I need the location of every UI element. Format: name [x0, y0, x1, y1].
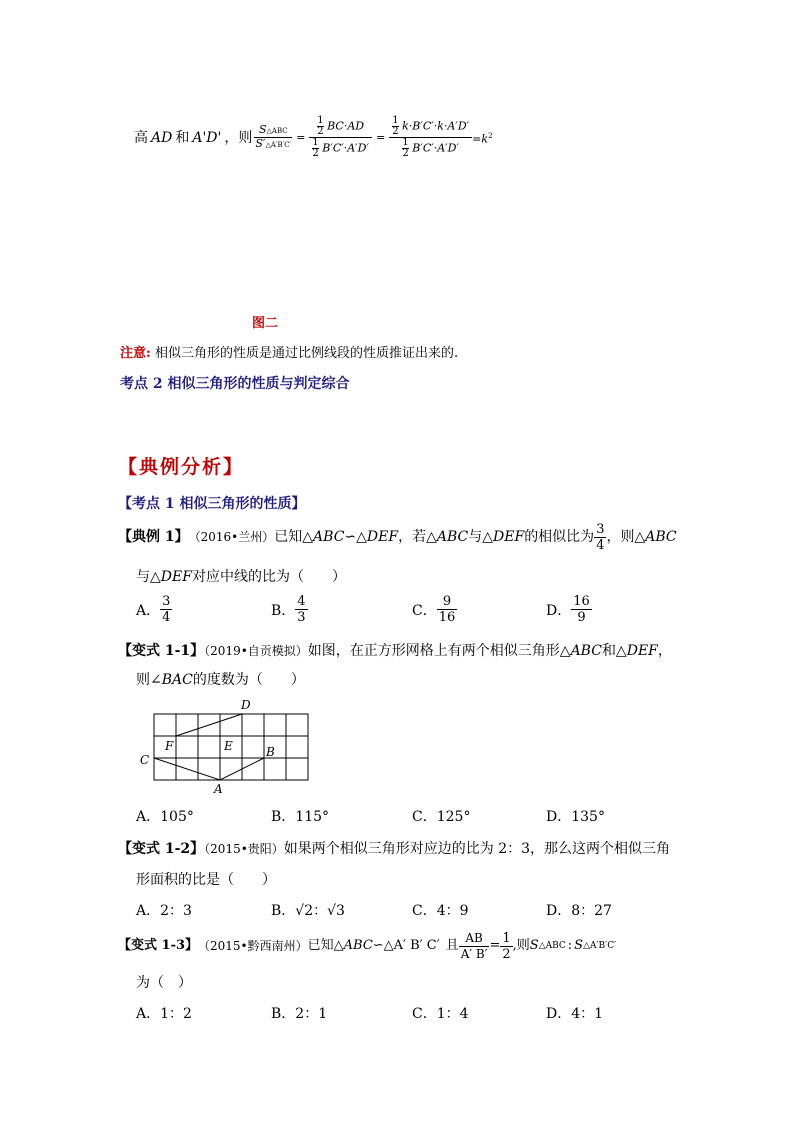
kaodian-2-heading: 考点 2 相似三角形的性质与判定综合 [120, 376, 350, 392]
question-2-tag: 【变式 1-1】 [118, 643, 205, 659]
question-3-option-a[interactable]: A．2：3 [136, 903, 192, 919]
question-4-tag: 【变式 1-3】 [118, 938, 199, 953]
question-1-line-1: 【典例 1】 （2016•兰州） 已知△ ABC ∽△ DEF ，若△ ABC 与△ DEF 的相似比为 $\frac{3}{4}$ ，则△ ABC [118, 521, 677, 553]
one-half-fraction: $\frac{1}{2}$ [502, 930, 511, 962]
question-2-line-2: 则∠BAC的度数为（ ） [136, 672, 305, 688]
grid-label-d: D [241, 698, 251, 712]
formula-fraction-1: $\frac{1}{2}$ BC·AD $\frac{1}{2}$ B′C′·A′D′ [309, 116, 372, 159]
note-line [120, 342, 458, 361]
question-4-option-c[interactable]: C．1：4 [412, 1006, 469, 1022]
formula-and: 和 [175, 129, 190, 146]
question-2-option-a[interactable]: A．105° [136, 809, 194, 825]
question-3-option-c[interactable]: C．4：9 [412, 903, 469, 919]
formula-then: ，则 [224, 129, 253, 146]
grid-label-e: E [224, 739, 233, 753]
kaodian-1-heading: 【考点 1 相似三角形的性质】 [118, 496, 306, 512]
question-3-line-2: 形面积的比是（ ） [136, 872, 276, 888]
question-1-option-b[interactable]: B． $\frac{4}{3}$ [271, 594, 306, 625]
note-label: 注意: [120, 346, 151, 361]
formula-fraction-2: $\frac{1}{2}$ k·B′C′·k·A′D′ $\frac{1}{2}$ B′C′·A′D′ [389, 116, 472, 159]
question-4-option-b[interactable]: B．2：1 [271, 1006, 328, 1022]
question-3-line-1: 【变式 1-2】（2015•贵阳）如果两个相似三角形对应边的比为 2：3，那么这两个相似三角 [118, 841, 671, 857]
section-title: 【典例分析】 [118, 456, 245, 478]
similarity-ratio-fraction: $\frac{3}{4}$ [596, 521, 605, 553]
formula-result: $=k^2$ [472, 132, 493, 146]
question-4-line-2: 为（ ） [136, 975, 192, 991]
similar-triangles-grid-figure [136, 696, 316, 796]
question-4-option-a[interactable]: A．1：2 [136, 1006, 192, 1022]
grid-label-c: C [140, 753, 150, 767]
ab-ratio-fraction: $\frac{AB}{A' B'}$ [460, 930, 488, 961]
question-2-option-c[interactable]: C．125° [412, 809, 471, 825]
note-text: 相似三角形的性质是通过比例线段的性质推证出来的. [154, 346, 459, 361]
question-2-line-1: 【变式 1-1】（2019•自贡模拟）如图，在正方形网格上有两个相似三角形△ABC和△DEF， [118, 643, 672, 659]
question-3-tag: 【变式 1-2】 [118, 841, 205, 857]
question-1-option-c[interactable]: C． $\frac{9}{16}$ [412, 594, 456, 625]
grid-label-a: A [214, 782, 223, 796]
grid-label-f: F [165, 739, 174, 753]
question-3-option-b[interactable]: B．√2：√3 [271, 903, 345, 919]
question-1-option-d[interactable]: D． $\frac{16}{9}$ [546, 594, 590, 625]
area-ratio-fraction: $\frac{\text{S△ABC}}{S'\triangle A'B'C'}$ [255, 123, 292, 151]
formula-apdp: A'D' [192, 129, 222, 146]
question-1-tag: 【典例 1】 [118, 529, 189, 545]
question-4-option-d[interactable]: D．4：1 [546, 1006, 604, 1022]
question-2-option-b[interactable]: B．115° [271, 809, 330, 825]
formula-prefix: 高 [134, 129, 148, 146]
formula-ad: AD [151, 129, 173, 146]
question-1-option-a[interactable]: A． $\frac{3}{4}$ [136, 594, 171, 625]
question-3-option-d[interactable]: D．8：27 [546, 903, 612, 919]
grid-label-b: B [266, 745, 275, 759]
question-4-line-1: 【变式 1-3】 （2015•黔西南州） 已知△ ABC ∽△A′ B′ C′ 且 $\frac{AB}{A' B'}$ = $\frac{1}{2}$ ,则 S △ABC : S △A′B′C′ [118, 924, 616, 968]
area-ratio-formula: 高 AD 和 A'D' ，则 $\frac{\text{S△ABC}}{S'\triangle A'B'C'}$ = $\frac{1}{2}$ BC·AD $\frac{1}{2}$ B′C′·A′D′ = $\frac{1}{2}$ k·B′C′·k·A′D′ $\frac{1}{2}$ B′C′·A′D′ $=k^2$ [134, 112, 493, 164]
question-2-option-d[interactable]: D．135° [546, 809, 605, 825]
figure-caption: 图二 [252, 316, 279, 331]
question-1-line-2: 与△DEF对应中线的比为（ ） [136, 569, 346, 585]
